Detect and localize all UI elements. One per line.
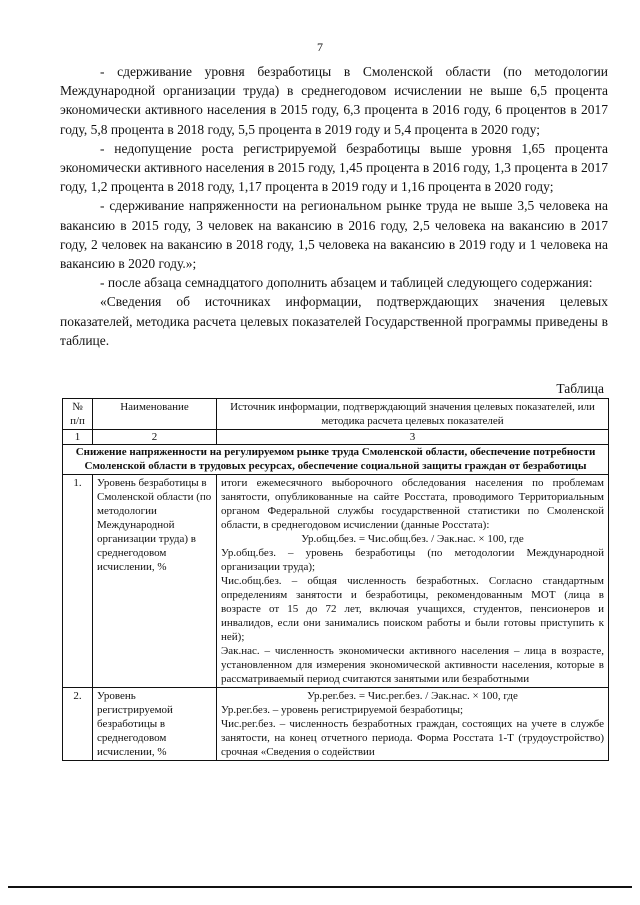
header-num: № п/п [63,399,93,430]
formula: Ур.общ.без. = Чис.общ.без. / Эак.нас. × 100, где [301,533,524,545]
formula: Ур.рег.без. = Чис.рег.без. / Эак.нас. × 100, где [307,690,518,702]
table-header-row [63,399,609,430]
table-row [63,475,609,688]
page-number: 7 [317,40,323,54]
column-number: 2 [93,430,217,445]
table-row [63,688,609,761]
indicator-source [217,688,609,761]
paragraph-unemployment-level: - сдерживание уровня безработицы в Смоленской области (по методологии Международной организации труда) в среднегодовом исчислении не выше 6,5 процента экономически активного населения в 2015 году, 6,3 процента в 2016 году, 6 процентов в 2017 году, 5,8 процента в 2018 году, 5,5 процента в 2019 году и 5,4 процента в 2020 году; [60,64,608,137]
source-line: Чис.общ.без. – общая численность безработных. Согласно стандартным определениям занятости и безработицы, рекомендованным МОТ (лица в возрасте от 15 до 72 лет, включая учащихся, студентов, пенсионеров и инвалидов, если они занимались поиском работы и были готовы приступить к ней); [221,575,604,643]
source-line: Эак.нас. – численность экономически активного населения – лица в возрасте, установленном для измерения экономической активности населения, которые в рассматриваемый период считаются занятыми или безработными [221,645,604,685]
source-line: Ур.рег.без. – уровень регистрируемой безработицы; [221,704,464,716]
source-line: Чис.рег.без. – численность безработных граждан, состоящих на учете в службе занятости, на конец отчетного периода. Форма Росстата 1-Т (трудоустройство) срочная «Сведения о содействии [221,718,604,758]
paragraph-registered-unemployment: - недопущение роста регистрируемой безработицы выше уровня 1,65 процента экономически активного населения в 2015 году, 1,45 процента в 2016 году, 1,3 процента в 2017 году, 1,2 процента в 2018 году, 1,17 процента в 2019 году и 1,16 процента в 2020 году; [60,140,608,195]
body-text [60,62,608,350]
header-source: Источник информации, подтверждающий значения целевых показателей, или методика расчета целевых показателей [217,399,609,430]
table-label: Таблица [556,381,604,396]
indicator-name: Уровень безработицы в Смоленской области (по методологии Международной организации труда) в среднегодовом исчислении, % [93,475,217,688]
column-number: 1 [63,430,93,445]
paragraph-amendment: - после абзаца семнадцатого дополнить абзацем и таблицей следующего содержания: [100,275,593,291]
paragraph-labor-market-tension: - сдерживание напряженности на региональном рынке труда не выше 3,5 человека на вакансию в 2015 году, 3 человек на вакансию в 2016 году, 2,5 человека на вакансию в 2017 году, 2 человек на вакансию в 2018 году, 1,5 человека на вакансию в 2019 году и 1 человека на вакансию в 2020 году.»; [60,198,608,272]
source-line: Ур.общ.без. – уровень безработицы (по методологии Международной организации труда); [221,547,604,573]
source-line: итоги ежемесячного выборочного обследования населения по проблемам занятости, опубликованные на сайте Росстата, проводимого Территориальным органом Федеральной службы государственной статистики по Смоленской области, в среднегодовом исчислении (данные Росстата): [221,477,604,531]
indicator-name: Уровень регистрируемой безработицы в среднегодовом исчислении, % [93,688,217,761]
column-numbers-row [63,430,609,445]
row-number: 1. [63,475,93,688]
section-row [63,445,609,475]
header-name: Наименование [93,399,217,430]
row-number: 2. [63,688,93,761]
indicator-source [217,475,609,688]
column-number: 3 [217,430,609,445]
page-bottom-divider [8,886,632,888]
paragraph-table-intro: «Сведения об источниках информации, подтверждающих значения целевых показателей, методика расчета целевых показателей Государственной программы приведены в таблице. [60,294,608,348]
section-title: Снижение напряженности на регулируемом рынке труда Смоленской области, обеспечение потребности Смоленской области в трудовых ресурсах, обеспечение социальной защиты граждан от безработицы [63,445,609,475]
indicators-table [62,398,609,761]
